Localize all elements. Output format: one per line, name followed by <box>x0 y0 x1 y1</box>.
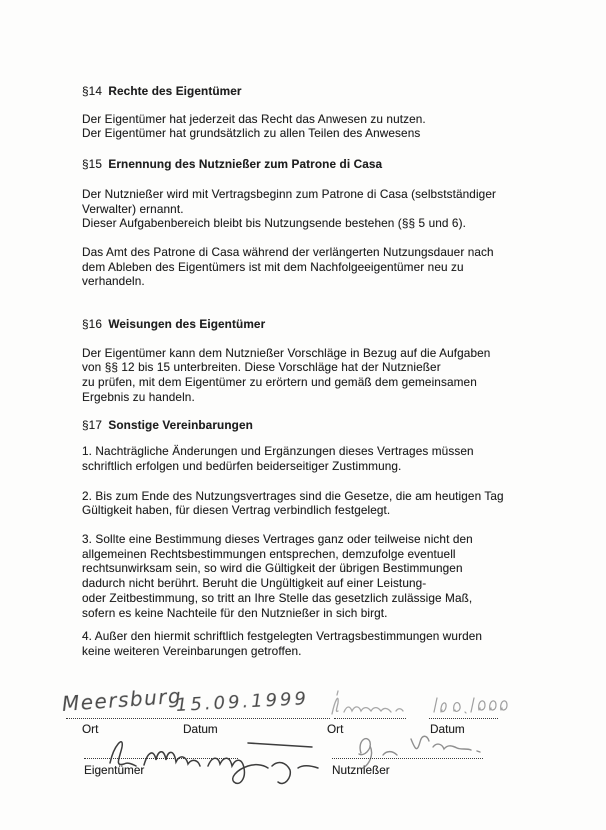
handwritten-place-usufructuary-scrawl <box>323 688 415 722</box>
text-line: oder Zeitbestimmung, so tritt an Ihre Stelle das gesetzlich zulässige Maß, <box>82 590 473 605</box>
text-line: Das Amt des Patrone di Casa während der verlängerten Nutzungsdauer nach <box>82 244 494 259</box>
section-title: Sonstige Vereinbarungen <box>108 417 253 432</box>
text-line: Ergebnis zu handeln. <box>82 389 195 404</box>
label-eigentuemer: Eigentümer <box>84 763 145 777</box>
paragraph <box>82 245 558 289</box>
text-line: Gültigkeit haben, für diesen Vertrag verbindlich festgelegt. <box>82 503 391 518</box>
section-number: §14 <box>82 84 102 98</box>
signature-dotted-line <box>429 718 498 719</box>
text-line: verhandeln. <box>82 274 145 289</box>
text-line: keine weiteren Vereinbarungen getroffen. <box>82 643 302 658</box>
text-line: schriftlich erfolgen und bedürfen beiderseitiger Zustimmung. <box>82 458 402 473</box>
text-line: Der Eigentümer kann dem Nutznießer Vorschläge in Bezug auf die Aufgaben <box>82 345 491 360</box>
text-line: 3. Sollte eine Bestimmung dieses Vertrages ganz oder teilweise nicht den <box>82 532 473 547</box>
signature-dotted-line <box>332 758 483 759</box>
text-line: Der Nutznießer wird mit Vertragsbeginn zum Patrone di Casa (selbstständiger <box>82 186 497 201</box>
text-line: dadurch nicht berührt. Beruht die Ungültigkeit auf einer Leistung- <box>82 576 427 591</box>
label-nutzniesser: Nutznießer <box>332 763 390 777</box>
text-line: Dieser Aufgabenbereich bleibt bis Nutzungsende bestehen (§§ 5 und 6). <box>82 216 467 231</box>
section-title: Weisungen des Eigentümer <box>108 317 266 332</box>
section-heading-16 <box>82 317 558 332</box>
label-ort-usufructuary: Ort <box>327 722 344 736</box>
section-heading-14 <box>82 84 558 99</box>
section-number: §17 <box>82 417 102 432</box>
section-heading-17 <box>82 418 558 433</box>
text-line: sofern es keine Nachteile für den Nutznießer in sich birgt. <box>82 605 388 620</box>
label-datum-owner: Datum <box>183 722 218 736</box>
paragraph <box>82 112 558 141</box>
paragraph-clause-4 <box>82 629 558 658</box>
text-line: 1. Nachträgliche Änderungen und Ergänzungen dieses Vertrages müssen <box>82 444 474 459</box>
section-title: Rechte des Eigentümer <box>108 84 242 98</box>
paragraph <box>82 346 558 405</box>
handwritten-date-owner: 15.09.1999 <box>175 688 310 716</box>
paragraph-clause-1 <box>82 444 558 473</box>
text-line: von §§ 12 bis 15 unterbreiten. Diese Vorschläge hat der Nutznießer <box>82 360 441 375</box>
section-heading-15 <box>82 157 558 172</box>
text-line: 2. Bis zum Ende des Nutzungsvertrages sind die Gesetze, die am heutigen Tag <box>82 488 504 503</box>
text-line: zu prüfen, mit dem Eigentümer zu erörtern und gemäß dem gemeinsamen <box>82 375 477 390</box>
contract-body <box>82 84 558 659</box>
signature-dotted-line <box>66 718 330 719</box>
section-title: Ernennung des Nutznießer zum Patrone di Casa <box>108 157 383 172</box>
signature-dotted-line <box>84 758 238 759</box>
label-datum-usufructuary: Datum <box>430 722 465 736</box>
label-ort-owner: Ort <box>82 722 99 736</box>
text-line: allgemeinen Rechtsbestimmungen entsprechen, demzufolge eventuell <box>82 546 456 561</box>
text-line: Der Eigentümer hat grundsätzlich zu allen Teilen des Anwesens <box>82 126 421 141</box>
text-line: rechtsunwirksam sein, so wird die Gültigkeit der übrigen Bestimmungen <box>82 561 463 576</box>
handwritten-place-owner: Meersburg <box>61 683 183 716</box>
section-number: §15 <box>82 157 102 172</box>
text-line: 4. Außer den hiermit schriftlich festgelegten Vertragsbestimmungen wurden <box>82 629 483 644</box>
text-line: Der Eigentümer hat jederzeit das Recht das Anwesen zu nutzen. <box>82 111 426 126</box>
paragraph <box>82 187 558 231</box>
paragraph-clause-3 <box>82 532 558 620</box>
signature-dotted-line <box>334 718 406 719</box>
section-number: §16 <box>82 317 102 332</box>
text-line: dem Ableben des Eigentümers ist mit dem Nachfolgeeigentümer neu zu <box>82 259 464 274</box>
paragraph-clause-2 <box>82 489 558 518</box>
handwritten-date-usufructuary-scrawl <box>427 689 513 719</box>
text-line: Verwalter) ernannt. <box>82 201 184 216</box>
